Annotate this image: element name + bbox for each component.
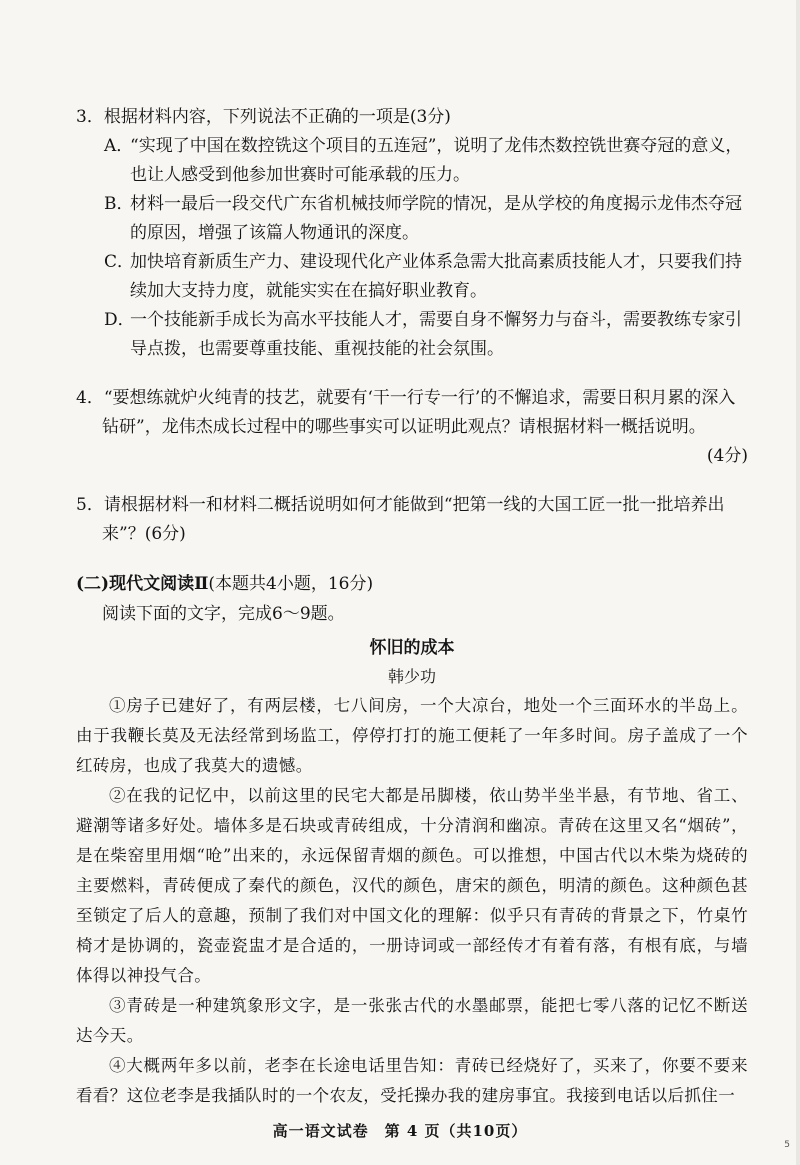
section-heading: [76, 569, 748, 599]
page-edge: [796, 0, 800, 1165]
page-footer: 高一语文试卷 第 4 页（共10页）: [272, 1122, 528, 1140]
exam-content: [76, 103, 748, 1111]
section-instruction: 阅读下面的文字，完成6～9题。: [102, 604, 345, 624]
option-c-label: C．: [104, 252, 135, 272]
section-title: (二)现代文阅读Ⅱ: [76, 574, 209, 594]
corner-mark: 5: [784, 1140, 790, 1150]
article-paragraph-3: ③青砖是一种建筑象形文字，是一张张古代的水墨邮票，能把七零八落的记忆不断送达今天。: [76, 996, 748, 1045]
question-4-stem: 4．“要想练就炉火纯青的技艺，就要有‘干一行专一行’的不懈追求，需要日积月累的深入钻研”，龙伟杰成长过程中的哪些事实可以证明此观点？请根据材料一概括说明。: [76, 388, 736, 437]
option-b-label: B．: [104, 194, 134, 214]
question-3: [76, 103, 748, 364]
question-5: [76, 491, 748, 549]
question-4: [76, 384, 748, 471]
option-c-text: 加快培育新质生产力、建设现代化产业体系急需大批高素质技能人才，只要我们持续加大支持力度，就能实实在在搞好职业教育。: [130, 252, 742, 301]
question-5-stem: 5．请根据材料一和材料二概括说明如何才能做到“把第一线的大国工匠一批一批培养出来”？(6分): [76, 495, 725, 544]
option-a-text: “实现了中国在数控铣这个项目的五连冠”，说明了龙伟杰数控铣世赛夺冠的意义，也让人感受到他参加世赛时可能承载的压力。: [130, 136, 743, 185]
option-d: [76, 306, 748, 364]
question-4-score: (4分): [706, 446, 748, 466]
question-3-stem: 3．根据材料内容，下列说法不正确的一项是(3分): [76, 107, 451, 127]
article-paragraph-1: ①房子已建好了，有两层楼，七八间房，一个大凉台，地处一个三面环水的半岛上。由于我鞭长莫及无法经常到场监工，停停打打的施工便耗了一年多时间。房子盖成了一个红砖房，也成了我莫大的遗憾。: [76, 696, 748, 775]
option-c: [76, 248, 748, 306]
option-a-label: A．: [104, 136, 134, 156]
option-d-label: D．: [104, 310, 135, 330]
article-author: 韩少功: [387, 667, 436, 686]
article-title: 怀旧的成本: [369, 638, 455, 658]
option-b: [76, 190, 748, 248]
option-b-text: 材料一最后一段交代广东省机械技师学院的情况，是从学校的角度揭示龙伟杰夺冠的原因，增强了该篇人物通讯的深度。: [130, 194, 742, 243]
article-paragraph-2: ②在我的记忆中，以前这里的民宅大都是吊脚楼，依山势半坐半悬，有节地、省工、避潮等诸多好处。墙体多是石块或青砖组成，十分清润和幽凉。青砖在这里又名“烟砖”，是在柴窑里用烟“呛”出来的，永远保留青烟的颜色。可以推想，中国古代以木柴为烧砖的主要燃料，青砖便成了秦代的颜色，汉代的颜色，唐宋的颜色，明清的颜色。这种颜色甚至锁定了后人的意趣，预制了我们对中国文化的理解：似乎只有青砖的背景之下，竹桌竹椅才是协调的，瓷壶瓷盅才是合适的，一册诗词或一部经传才有着有落，有根有底，与墙体得以神投气合。: [76, 786, 748, 985]
option-a: [76, 132, 748, 190]
section-note: (本题共4小题，16分): [208, 574, 374, 594]
option-d-text: 一个技能新手成长为高水平技能人才，需要自身不懈努力与奋斗，需要教练专家引导点拨，也需要尊重技能、重视技能的社会氛围。: [130, 310, 742, 359]
article-paragraph-4: ④大概两年多以前，老李在长途电话里告知：青砖已经烧好了，买来了，你要不要来看看？这位老李是我插队时的一个农友，受托操办我的建房事宜。我接到电话以后抓住一: [76, 1056, 748, 1105]
